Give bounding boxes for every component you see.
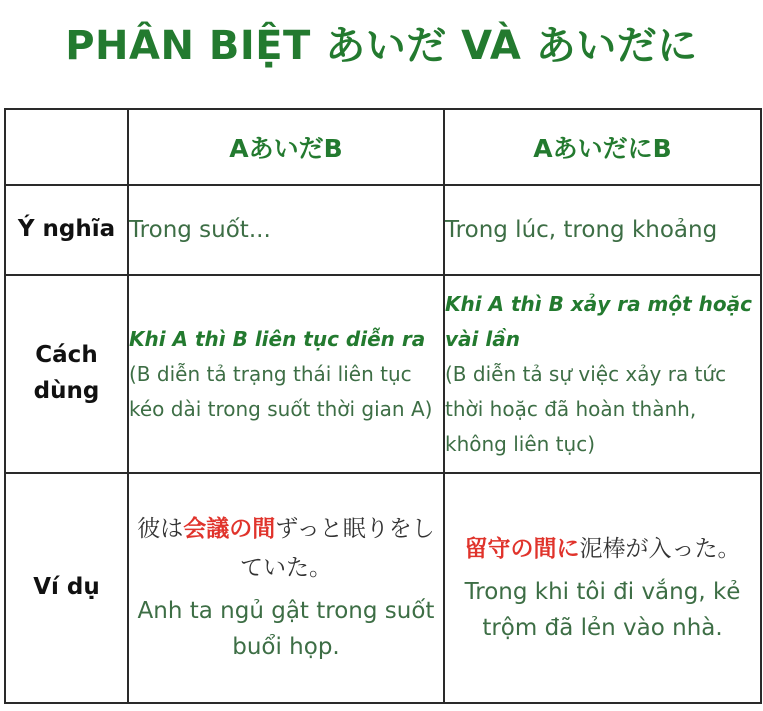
usage-aidanib-note: (B diễn tả sự việc xảy ra tức thời hoặc đã hoàn thành, không liên tục) — [445, 361, 727, 456]
meaning-aidanib: Trong lúc, trong khoảng — [444, 185, 761, 275]
jp-text-before: 彼は — [137, 516, 184, 543]
jp-text-after: 泥棒が入った。 — [579, 535, 741, 562]
meaning-label: Ý nghĩa — [5, 185, 128, 275]
usage-label: Cách dùng — [5, 275, 128, 473]
meaning-row — [5, 185, 761, 275]
header-aidanib: AあいだにB — [444, 109, 761, 185]
usage-aidab-emphasis: Khi A thì B liên tục diễn ra — [129, 326, 426, 351]
example-aidanib-translation: Trong khi tôi đi vắng, kẻ trộm đã lẻn vào nhà. — [464, 578, 741, 641]
example-aidab-translation: Anh ta ngủ gật trong suốt buổi họp. — [137, 598, 435, 661]
usage-aidanib — [444, 275, 761, 473]
example-aidanib-japanese — [445, 530, 760, 569]
header-aidab: AあいだB — [128, 109, 444, 185]
usage-aidab-note: (B diễn tả trạng thái liên tục kéo dài trong suốt thời gian A) — [129, 361, 433, 421]
example-aidab — [128, 473, 444, 703]
jp-highlight: 会議の間 — [183, 516, 276, 543]
usage-row — [5, 275, 761, 473]
example-aidab-japanese — [129, 510, 443, 588]
example-label: Ví dụ — [5, 473, 128, 703]
example-aidanib — [444, 473, 761, 703]
jp-text-after: ずっと眠りをしていた。 — [240, 516, 435, 582]
corner-cell — [5, 109, 128, 185]
usage-aidab — [128, 275, 444, 473]
jp-highlight: 留守の間に — [464, 535, 580, 562]
usage-aidanib-emphasis: Khi A thì B xảy ra một hoặc vài lần — [445, 291, 752, 351]
comparison-table — [4, 108, 762, 704]
page-title: PHÂN BIỆT あいだ VÀ あいだに — [65, 23, 698, 69]
meaning-aidab: Trong suốt... — [128, 185, 444, 275]
example-row — [5, 473, 761, 703]
header-row — [5, 109, 761, 185]
